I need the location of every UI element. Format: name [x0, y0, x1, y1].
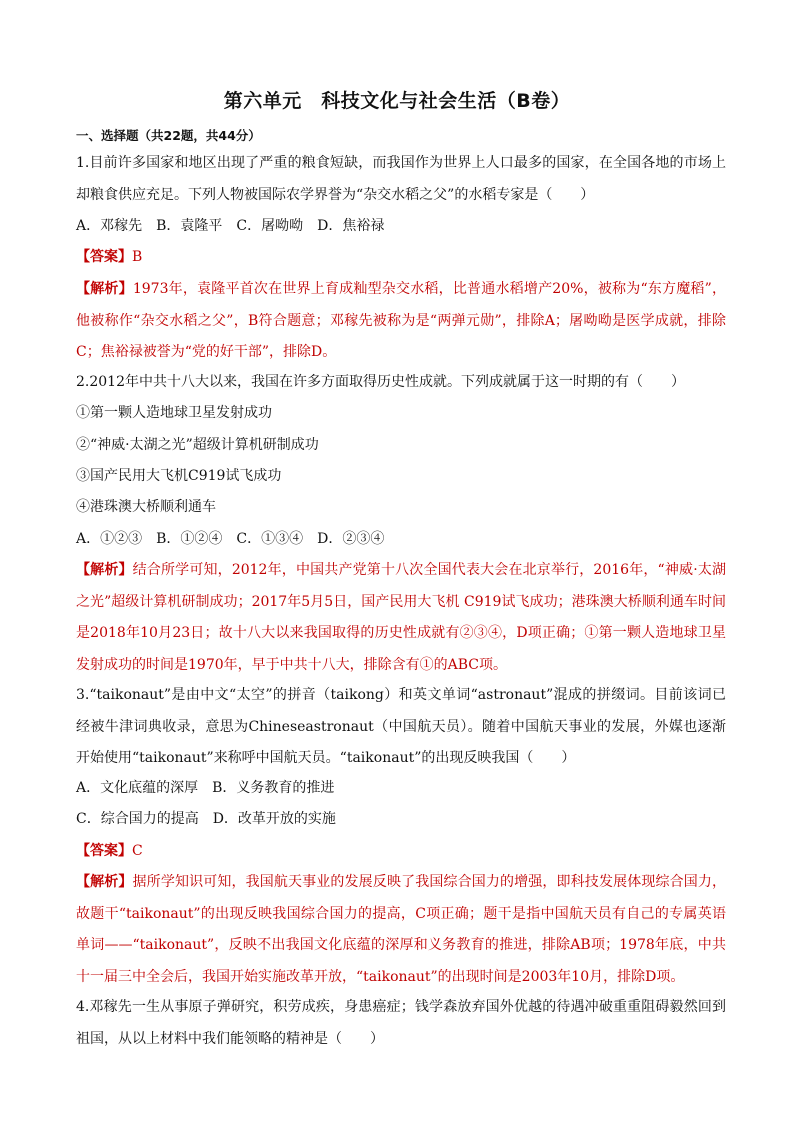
q4-stem: 4.邓稼先一生从事原子弹研究，积劳成疾，身患癌症；钱学森放弃国外优越的待遇冲破重重阻碍毅然回到祖国，从以上材料中我们能领略的精神是（ ） [76, 999, 726, 1047]
q2-item-1: ①第一颗人造地球卫星发射成功 [76, 405, 272, 421]
answer-tag: 【答案】 [76, 249, 132, 265]
q2-item-3: ③国产民用大飞机C919试飞成功 [76, 468, 282, 484]
q2-analysis [76, 555, 726, 681]
q1-options: A．邓稼先 B．袁隆平 C．屠呦呦 D．焦裕禄 [76, 218, 385, 234]
q2-options: A．①②③ B．①②④ C．①③④ D．②③④ [76, 531, 385, 547]
q1-answer-value: B [132, 249, 143, 265]
q3-analysis-text: 据所学知识可知，我国航天事业的发展反映了我国综合国力的增强，即科技发展体现综合国力，故题干“taikonaut”的出现反映我国综合国力的提高，C项正确；题干是指中国航天员有自己的专属英语单词——“taikonaut”，反映不出我国文化底蕴的深厚和义务教育的推进，排除AB项；1978年底，中共十一届三中全会后，我国开始实施改革开放，“taikonaut”的出现时间是2003年10月，排除D项。 [76, 874, 727, 985]
q2-stem: 2.2012年中共十八大以来，我国在许多方面取得历史性成就。下列成就属于这一时期的有（ ） [76, 374, 685, 390]
q2-item-4: ④港珠澳大桥顺利通车 [76, 499, 216, 515]
answer-tag: 【答案】 [76, 843, 132, 859]
q3-answer-value: C [132, 843, 143, 859]
q2-item-2: ②“神威·太湖之光”超级计算机研制成功 [76, 437, 319, 453]
q3-options-ab: A．文化底蕴的深厚 B．义务教育的推进 [76, 780, 335, 796]
q3-stem: 3.“taikonaut”是由中文“太空”的拼音（taikong）和英文单词“astronaut”混成的拼缀词。目前该词已经被牛津词典收录，意思为Chineseastronaut（中国航天员）。随着中国航天事业的发展，外媒也逐渐开始使用“taikonaut”来称呼中国航天员。“taikonaut”的出现反映我国（ ） [76, 687, 726, 766]
q1-analysis [76, 274, 726, 369]
q2-analysis-text: 结合所学可知，2012年，中国共产党第十八次全国代表大会在北京举行，2016年，“神威·太湖之光”超级计算机研制成功；2017年5月5日，国产民用大飞机 C919试飞成功；港珠澳大桥顺利通车时间是2018年10月23日；故十八大以来我国取得的历史性成就有②③④，D项正确；①第一颗人造地球卫星发射成功的时间是1970年，早于中共十八大，排除含有①的ABC项。 [76, 562, 726, 673]
page-title: 第六单元 科技文化与社会生活（B卷） [223, 90, 571, 112]
q1-answer [76, 242, 726, 274]
analysis-tag: 【解析】 [76, 281, 133, 297]
q1-analysis-text: 1973年，袁隆平首次在世界上育成籼型杂交水稻，比普通水稻增产20%，被称为“东方魔稻”，他被称作“杂交水稻之父”，B符合题意；邓稼先被称为是“两弹元勋”，排除A；屠呦呦是医学成就，排除C；焦裕禄被誉为“党的好干部”，排除D。 [76, 281, 727, 360]
analysis-tag: 【解析】 [76, 562, 133, 578]
q3-answer [76, 836, 726, 868]
q1-stem: 1.目前许多国家和地区出现了严重的粮食短缺，而我国作为世界上人口最多的国家，在全国各地的市场上却粮食供应充足。下列人物被国际农学界誉为“杂交水稻之父”的水稻专家是（ ） [76, 155, 726, 203]
q3-analysis [76, 867, 726, 993]
section-heading: 一、选择题（共22题，共44分） [76, 128, 261, 143]
q3-options-cd: C．综合国力的提高 D．改革开放的实施 [76, 811, 336, 827]
analysis-tag: 【解析】 [76, 874, 133, 890]
